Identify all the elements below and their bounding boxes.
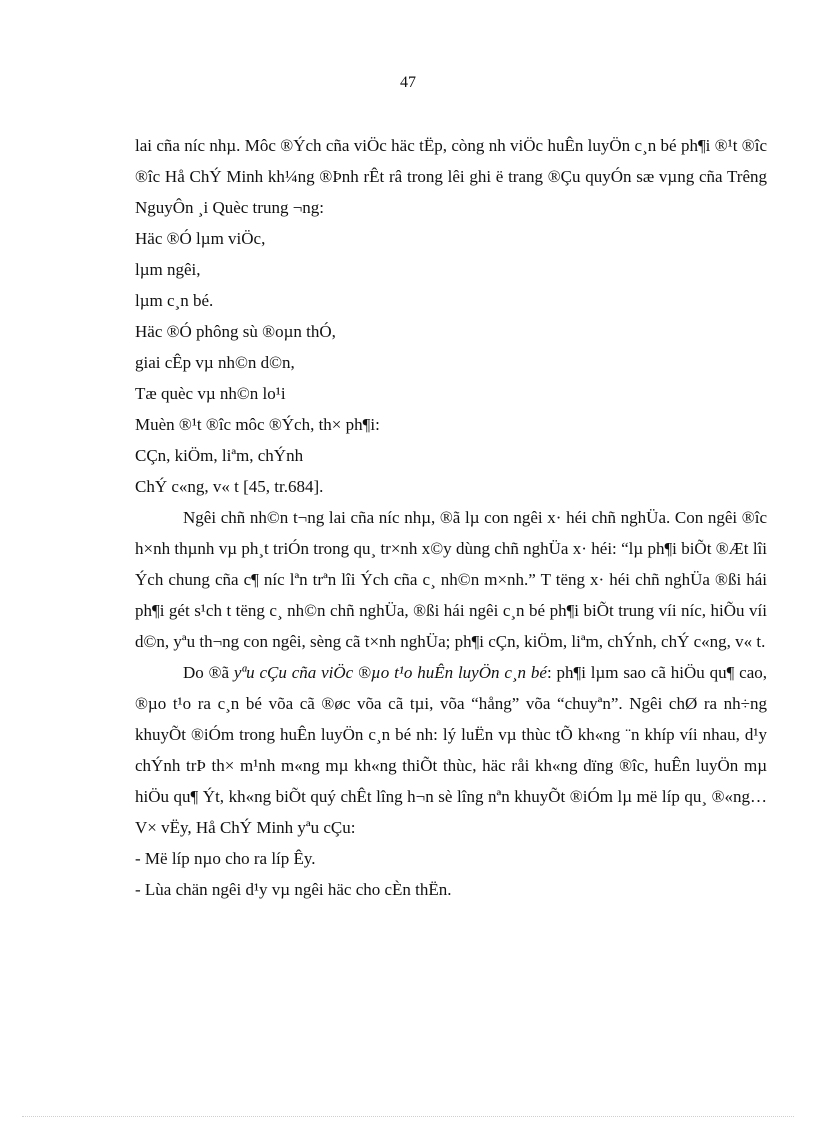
paragraph-3-prefix: Do ®ã xyxy=(183,663,234,682)
quotation-verse xyxy=(135,223,767,502)
verse-line: Häc ®Ó lµm viÖc, xyxy=(135,229,266,248)
verse-line: Tæ quèc vµ nh©n lo¹i xyxy=(135,384,286,403)
verse-line: CÇn, kiÖm, liªm, chÝnh xyxy=(135,446,304,465)
verse-line: lµm c¸n bé. xyxy=(135,291,214,310)
page-body xyxy=(135,130,767,905)
footer-divider xyxy=(22,1116,794,1117)
bullet-item: - Lùa chän ngêi d¹y vµ ngêi häc cho cÈn thËn. xyxy=(135,880,452,899)
paragraph-3 xyxy=(135,657,767,843)
paragraph-2: Ngêi chñ nh©n t¬ng lai cña níc nhµ, ®ã lµ con ngêi x· héi chñ nghÜa. Con ngêi ®îc h×nh thµnh vµ ph¸t triÓn trong qu¸ tr×nh x©y dùng chñ nghÜa x· héi: “lµ ph¶i biÕt ®Æt lîi Ých chung cña c¶ níc lªn trªn lîi Ých cña c¸ nh©n m×nh.” T tëng x· héi chñ nghÜa ®ßi hái ph¶i gét s¹ch t tëng c¸ nh©n chñ nghÜa, ®ßi hái ngêi c¸n bé ph¶i biÕt trung víi níc, hiÕu víi d©n, yªu th¬ng con ngêi, sèng cã t×nh nghÜa; ph¶i cÇn, kiÖm, liªm, chÝnh, chÝ c«ng, v« t. xyxy=(135,508,767,651)
paragraph-1: lai cña níc nhµ. Môc ®Ých cña viÖc häc tËp, còng nh viÖc huÊn luyÖn c¸n bé ph¶i ®¹t ®îc ®îc Hå ChÝ Minh kh¼ng ®Þnh rÊt râ trong lêi ghi ë trang ®Çu quyÓn sæ vµng cña Trêng NguyÔn ¸i Quèc trung ¬ng: xyxy=(135,136,767,217)
verse-line: ChÝ c«ng, v« t [45, tr.684]. xyxy=(135,477,324,496)
verse-line: Muèn ®¹t ®îc môc ®Ých, th× ph¶i: xyxy=(135,415,380,434)
verse-line: Häc ®Ó phông sù ®oµn thÓ, xyxy=(135,322,336,341)
bullet-item: - Më líp nµo cho ra líp Êy. xyxy=(135,849,316,868)
paragraph-3-rest: : ph¶i lµm sao cã hiÖu qu¶ cao, ®µo t¹o ra c¸n bé võa cã ®øc võa cã tµi, võa “hång” võa “chuyªn”. Ngêi chØ ra nh÷ng khuyÕt ®iÓm trong huÊn luyÖn c¸n bé nh: lý luËn vµ thùc tÕ kh«ng ¨n khíp víi nhau, d¹y chÝnh trÞ th× m¹nh m«ng mµ kh«ng thiÕt thùc, häc råi kh«ng dïng ®îc, huÊn luyÖn mµ hiÖu qu¶ Ýt, kh«ng biÕt quý chÊt lîng h¬n sè lîng nªn khuyÕt ®iÓm lµ më líp qu¸ ®«ng… V× vËy, Hå ChÝ Minh yªu cÇu: xyxy=(135,663,767,837)
verse-line: lµm ngêi, xyxy=(135,260,201,279)
verse-line: giai cÊp vµ nh©n d©n, xyxy=(135,353,295,372)
paragraph-3-italic: yªu cÇu cña viÖc ®µo t¹o huÊn luyÖn c¸n bé xyxy=(233,663,547,682)
page-number: 47 xyxy=(400,74,416,91)
